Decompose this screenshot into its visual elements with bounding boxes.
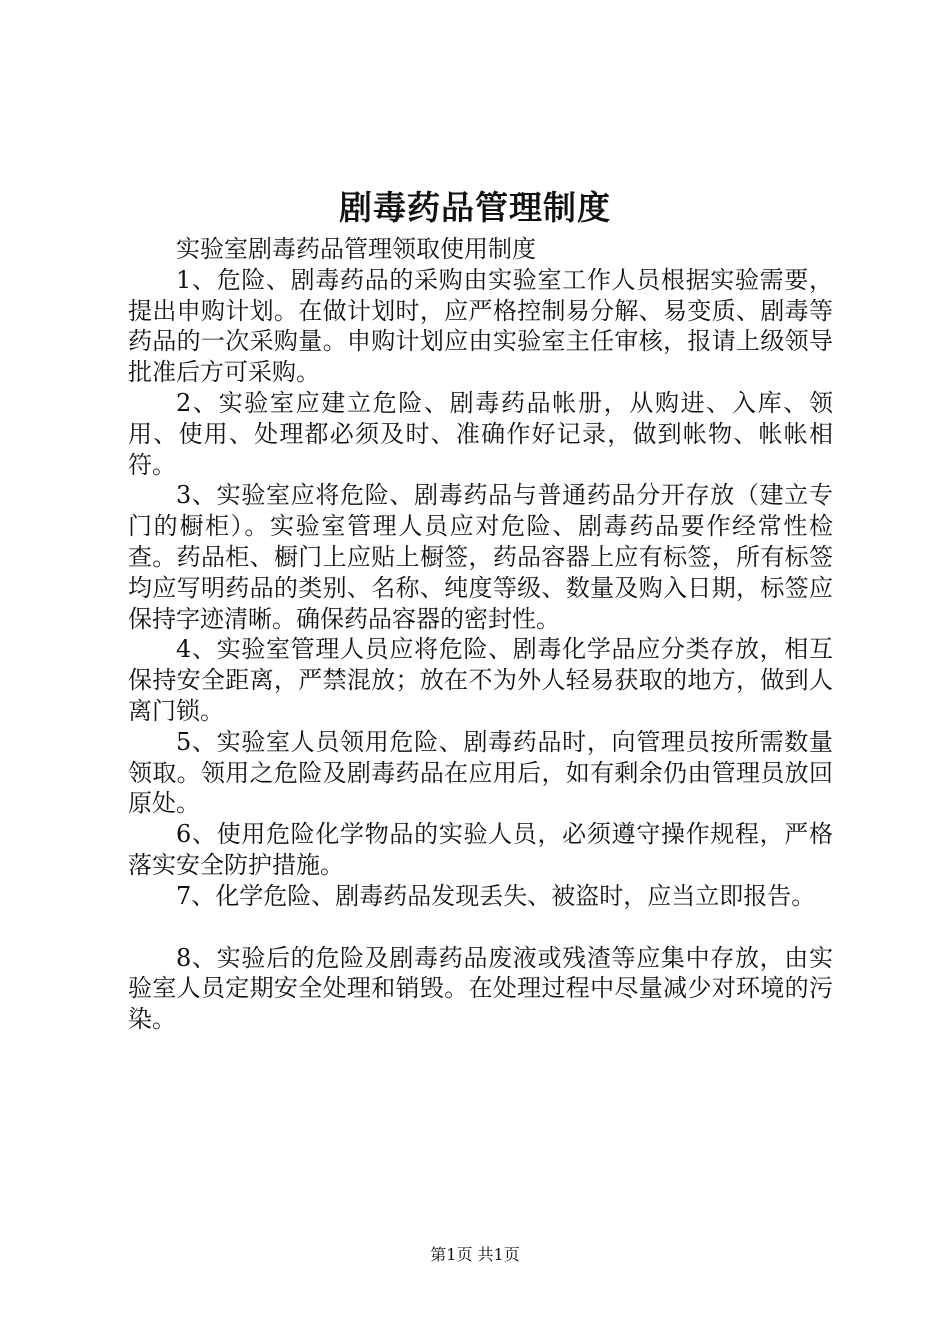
paragraph-7: 7、化学危险、剧毒药品发现丢失、被盗时，应当立即报告。: [176, 881, 816, 910]
paragraph-2: 2、实验室应建立危险、剧毒药品帐册，从购进、入库、领用、使用、处理都必须及时、准确作好记录，做到帐物、帐帐相符。: [128, 388, 833, 479]
paragraph-8: 8、实验后的危险及剧毒药品废液或残渣等应集中存放，由实验室人员定期安全处理和销毁。在处理过程中尽量减少对环境的污染。: [128, 943, 833, 1034]
document-body: [128, 234, 833, 1035]
page-footer: 第1页 共1页: [430, 1245, 520, 1264]
document-title: 剧毒药品管理制度: [339, 188, 611, 227]
paragraph-1: 1、危险、剧毒药品的采购由实验室工作人员根据实验需要，提出申购计划。在做计划时，应严格控制易分解、易变质、剧毒等药品的一次采购量。申购计划应由实验室主任审核，报请上级领导批准后方可采购。: [128, 265, 833, 387]
paragraph-4: 4、实验室管理人员应将危险、剧毒化学品应分类存放，相互保持安全距离，严禁混放；放在不为外人轻易获取的地方，做到人离门锁。: [128, 635, 833, 725]
paragraph-3: 3、实验室应将危险、剧毒药品与普通药品分开存放（建立专门的橱柜）。实验室管理人员应对危险、剧毒药品要作经常性检查。药品柜、橱门上应贴上橱签，药品容器上应有标签，所有标签均应写明药品的类别、名称、纯度等级、数量及购入日期，标签应保持字迹清晰。确保药品容器的密封性。: [128, 481, 833, 633]
paragraph-6: 6、使用危险化学物品的实验人员，必须遵守操作规程，严格落实安全防护措施。: [128, 820, 833, 879]
paragraph-5: 5、实验室人员领用危险、剧毒药品时，向管理员按所需数量领取。领用之危险及剧毒药品在应用后，如有剩余仍由管理员放回原处。: [128, 727, 833, 818]
document-subtitle: 实验室剧毒药品管理领取使用制度: [176, 235, 536, 263]
